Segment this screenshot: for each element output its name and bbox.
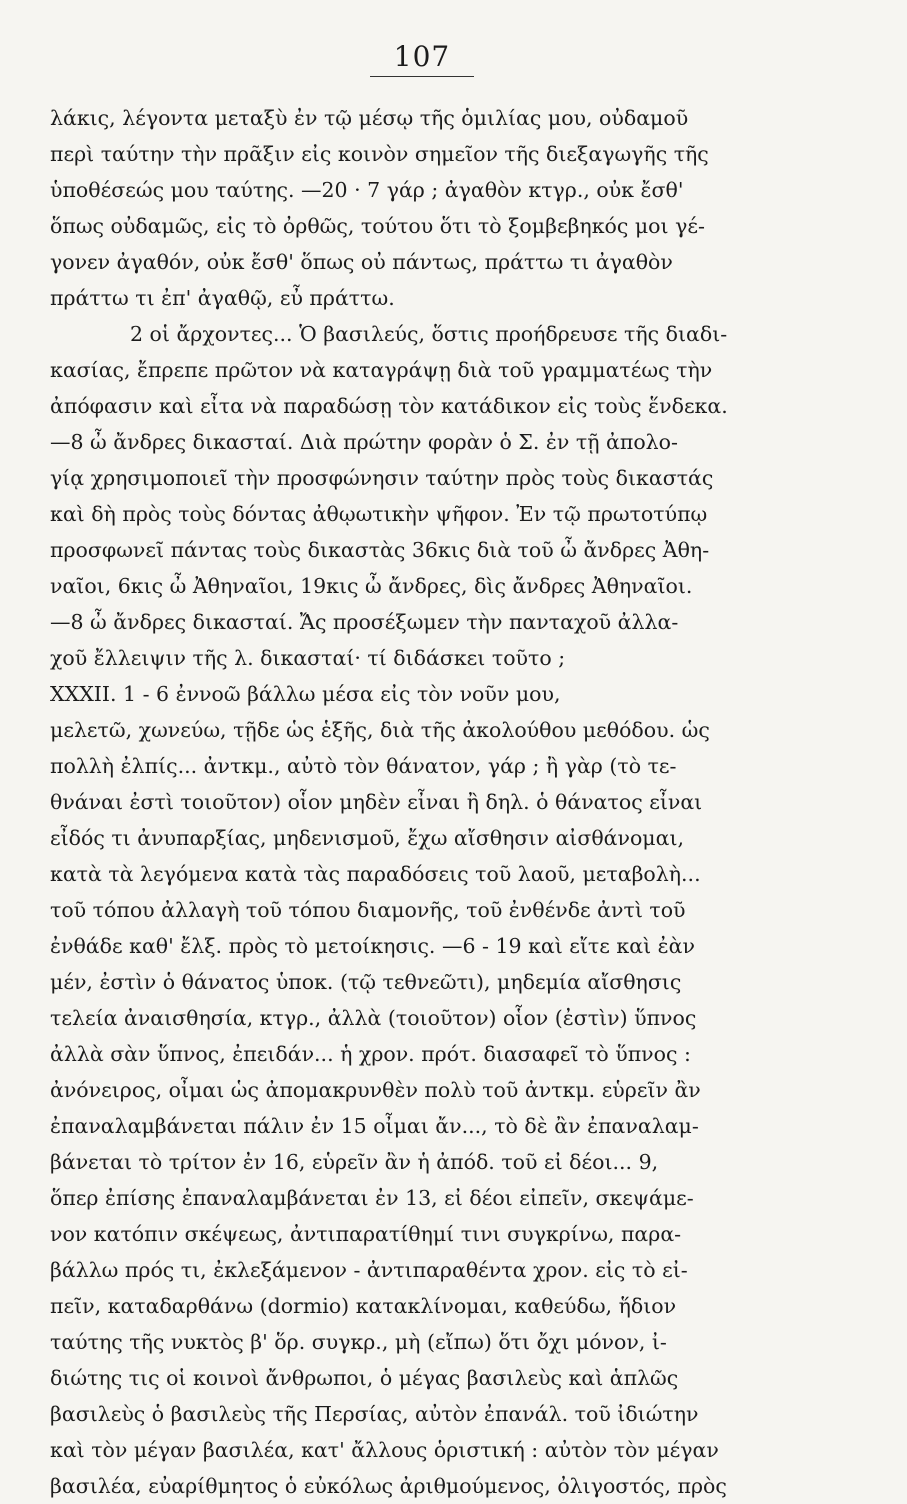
text-line: ἐνθάδε καθ' ἔλξ. πρὸς τὸ μετοίκησις. —6 - 19 καὶ εἴτε καὶ ἐὰν bbox=[50, 934, 695, 958]
text-line: γίᾳ χρησιμοποιεῖ τὴν προσφώνησιν ταύτην πρὸς τοὺς δικαστάς bbox=[50, 466, 714, 490]
text-line: —8 ὦ ἄνδρες δικασταί. Ἄς προσέξωμεν τὴν πανταχοῦ ἀλλα- bbox=[50, 610, 679, 634]
text-line: θνάναι ἐστὶ τοιοῦτον) οἷον μηδὲν εἶναι ἢ δηλ. ὁ θάνατος εἶναι bbox=[50, 790, 703, 814]
text-line: νον κατόπιν σκέψεως, ἀντιπαρατίθημί τινι συγκρίνω, παρα- bbox=[50, 1222, 682, 1246]
text-line: πολλὴ ἐλπίς... ἀντκμ., αὐτὸ τὸν θάνατον, γάρ ; ἢ γὰρ (τὸ τε- bbox=[50, 754, 677, 778]
text-line: καὶ τὸν μέγαν βασιλέα, κατ' ἄλλους ὁριστική : αὐτὸν τὸν μέγαν bbox=[50, 1438, 719, 1462]
text-line: ἀπόφασιν καὶ εἶτα νὰ παραδώσῃ τὸν κατάδικον εἰς τοὺς ἕνδεκα. bbox=[50, 394, 728, 418]
text-line: ὅπερ ἐπίσης ἐπαναλαμβάνεται ἐν 13, εἰ δέοι εἰπεῖν, σκεψάμε- bbox=[50, 1186, 694, 1210]
text-line: βασιλεὺς ὁ βασιλεὺς τῆς Περσίας, αὐτὸν ἐπανάλ. τοῦ ἰδιώτην bbox=[50, 1402, 699, 1426]
text-line: —8 ὦ ἄνδρες δικασταί. Διὰ πρώτην φορὰν ὁ Σ. ἐν τῇ ἀπολο- bbox=[50, 430, 678, 454]
text-line: περὶ ταύτην τὴν πρᾶξιν εἰς κοινὸν σημεῖον τῆς διεξαγωγῆς τῆς bbox=[50, 142, 709, 166]
text-line: καὶ δὴ πρὸς τοὺς δόντας ἀθῳωτικὴν ψῆφον. Ἐν τῷ πρωτοτύπῳ bbox=[50, 502, 708, 526]
text-line: ἐπαναλαμβάνεται πάλιν ἐν 15 οἶμαι ἄν..., τὸ δὲ ἂν ἐπαναλαμ- bbox=[50, 1114, 699, 1138]
text-line: βασιλέα, εὐαρίθμητος ὁ εὐκόλως ἀριθμούμενος, ὀλιγοστός, πρὸς bbox=[50, 1474, 727, 1498]
page-number: 107 bbox=[393, 40, 451, 73]
text-line: εἶδός τι ἀνυπαρξίας, μηδενισμοῦ, ἔχω αἴσθησιν αἰσθάνομαι, bbox=[50, 826, 685, 850]
text-line: μέν, ἐστὶν ὁ θάνατος ὑποκ. (τῷ τεθνεῶτι), μηδεμία αἴσθησις bbox=[50, 970, 682, 994]
text-line: προσφωνεῖ πάντας τοὺς δικαστὰς 36κις διὰ τοῦ ὦ ἄνδρες Ἀθη- bbox=[50, 538, 710, 562]
text-line: κατὰ τὰ λεγόμενα κατὰ τὰς παραδόσεις τοῦ λαοῦ, μεταβολὴ... bbox=[50, 862, 701, 886]
text-line: ὑποθέσεώς μου ταύτης. —20 · 7 γάρ ; ἀγαθὸν κτγρ., οὐκ ἔσθ' bbox=[50, 178, 684, 202]
text-line: διώτης τις οἱ κοινοὶ ἄνθρωποι, ὁ μέγας βασιλεὺς καὶ ἁπλῶς bbox=[50, 1366, 679, 1390]
page-body bbox=[50, 100, 820, 1504]
text-line: ταύτης τῆς νυκτὸς β' ὅρ. συγκρ., μὴ (εἴπω) ὅτι ὄχι μόνον, ἰ- bbox=[50, 1330, 667, 1354]
text-line: ἀνόνειρος, οἶμαι ὡς ἀπομακρυνθὲν πολὺ τοῦ ἀντκμ. εὑρεῖν ἂν bbox=[50, 1078, 701, 1102]
text-line: πεῖν, καταδαρθάνω (dormio) κατακλίνομαι, καθεύδω, ἥδιον bbox=[50, 1294, 677, 1318]
text-line: τοῦ τόπου ἀλλαγὴ τοῦ τόπου διαμονῆς, τοῦ ἐνθένδε ἀντὶ τοῦ bbox=[50, 898, 686, 922]
text-line: ἀλλὰ σὰν ὕπνος, ἐπειδάν... ἡ χρον. πρότ. διασαφεῖ τὸ ὕπνος : bbox=[50, 1042, 691, 1066]
text-line: βάλλω πρός τι, ἐκλεξάμενον - ἀντιπαραθέντα χρον. εἰς τὸ εἰ- bbox=[50, 1258, 688, 1282]
text-line: γονεν ἀγαθόν, οὐκ ἔσθ' ὅπως οὐ πάντως, πράττω τι ἀγαθὸν bbox=[50, 250, 673, 274]
text-line: κασίας, ἔπρεπε πρῶτον νὰ καταγράψῃ διὰ τοῦ γραμματέως τὴν bbox=[50, 358, 713, 382]
text-line: τελεία ἀναισθησία, κτγρ., ἀλλὰ (τοιοῦτον) οἷον (ἐστὶν) ὕπνος bbox=[50, 1006, 697, 1030]
text-line: βάνεται τὸ τρίτον ἐν 16, εὑρεῖν ἂν ἡ ἀπόδ. τοῦ εἰ δέοι... 9, bbox=[50, 1150, 659, 1174]
text-line: μελετῶ, χωνεύω, τῇδε ὡς ἑξῆς, διὰ τῆς ἀκολούθου μεθόδου. ὡς bbox=[50, 718, 710, 742]
text-line: ναῖοι, 6κις ὦ Ἀθηναῖοι, 19κις ὦ ἄνδρες, δὶς ἄνδρες Ἀθηναῖοι. bbox=[50, 574, 693, 598]
text-line: 2 οἱ ἄρχοντες... Ὁ βασιλεύς, ὅστις προήδρευσε τῆς διαδι- bbox=[130, 322, 728, 346]
text-line: χοῦ ἔλλειψιν τῆς λ. δικασταί· τί διδάσκει τοῦτο ; bbox=[50, 646, 566, 670]
text-line: λάκις, λέγοντα μεταξὺ ἐν τῷ μέσῳ τῆς ὁμιλίας μου, οὐδαμοῦ bbox=[50, 106, 689, 130]
header-rule bbox=[370, 76, 474, 77]
section-heading-line: XXXII. 1 - 6 ἐννοῶ βάλλω μέσα εἰς τὸν νοῦν μου, bbox=[50, 682, 561, 706]
text-line: ὅπως οὐδαμῶς, εἰς τὸ ὀρθῶς, τούτου ὅτι τὸ ξομβεβηκός μοι γέ- bbox=[50, 214, 705, 238]
text-line: πράττω τι ἐπ' ἀγαθῷ, εὖ πράττω. bbox=[50, 286, 395, 310]
